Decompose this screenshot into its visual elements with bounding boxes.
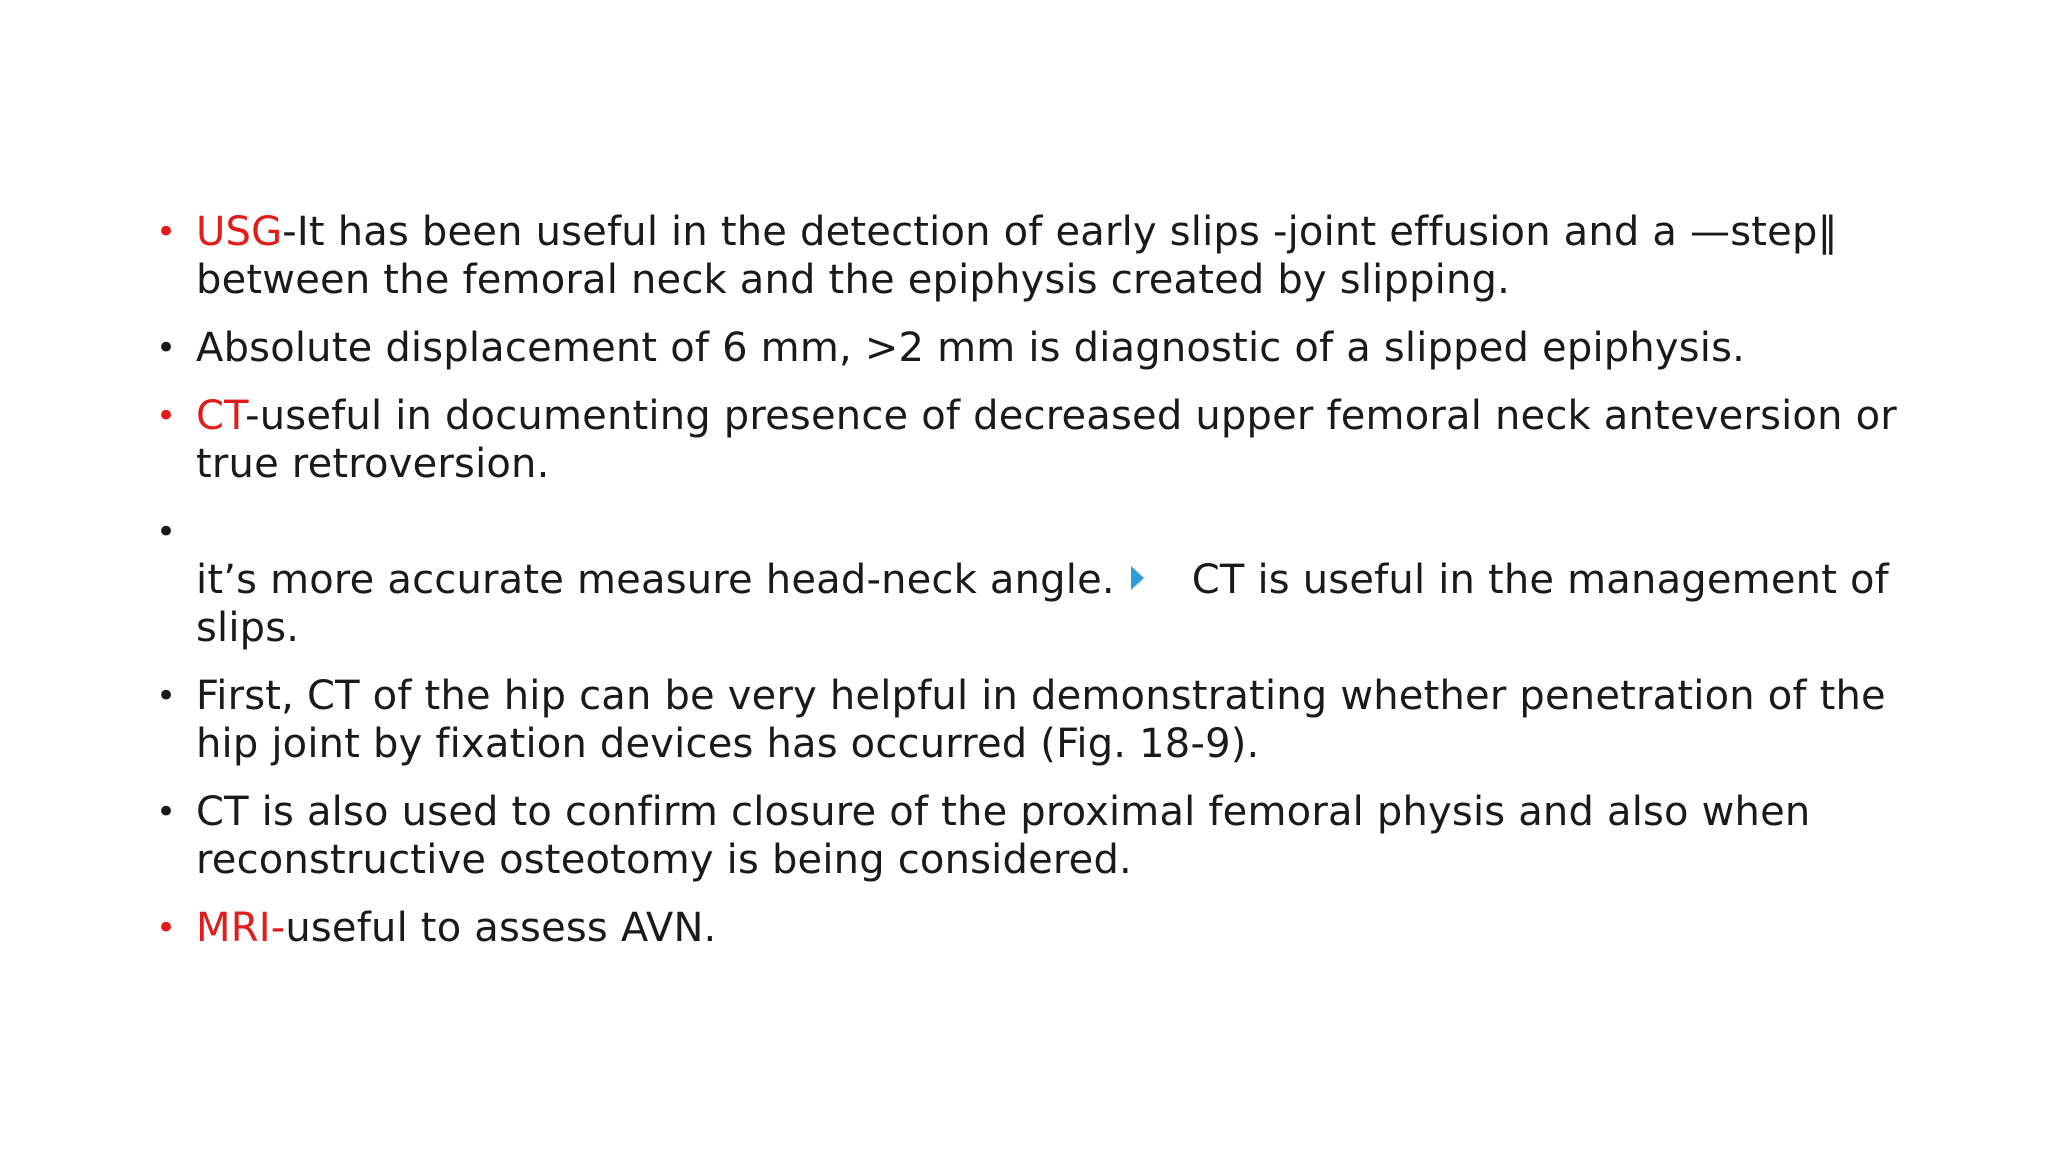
bullet-dot: •	[156, 908, 177, 948]
bullet-text: -It has been useful in the detection of early slips -joint effusion and a —step‖ between the femoral neck and the epiphysis created by slipping.	[196, 209, 1838, 303]
bullet-keyword: MRI-	[196, 905, 286, 951]
bullet-displacement	[150, 324, 1920, 372]
bullet-text-before: it’s more accurate measure head-neck angle.	[196, 557, 1115, 603]
empty-line	[196, 508, 1920, 556]
bullet-text: useful to assess AVN.	[285, 905, 717, 951]
bullet-ct-closure	[150, 788, 1920, 884]
bullet-ct-fixation	[150, 672, 1920, 768]
bullet-usg	[150, 208, 1920, 304]
bullet-text: Absolute displacement of 6 mm, >2 mm is diagnostic of a slipped epiphysis.	[196, 325, 1746, 371]
bullet-mri	[150, 904, 1920, 952]
bullet-dot: •	[156, 396, 177, 436]
bullet-head-neck-angle	[150, 508, 1920, 652]
play-arrow-icon	[1131, 566, 1144, 590]
bullet-dot: •	[156, 512, 177, 552]
bullet-text: First, CT of the hip can be very helpful in demonstrating whether penetration of the hip joint by fixation devices has occurred (Fig. 18-9).	[196, 673, 1886, 767]
bullet-text-after: CT is useful in the management of slips.	[196, 557, 1889, 651]
bullet-keyword: USG	[196, 209, 283, 255]
bullet-keyword: CT	[196, 393, 246, 439]
bullet-dot: •	[156, 676, 177, 716]
bullet-dot: •	[156, 792, 177, 832]
bullet-text: CT is also used to confirm closure of the proximal femoral physis and also when reconstructive osteotomy is being considered.	[196, 789, 1811, 883]
bullet-ct	[150, 392, 1920, 488]
bullet-list	[150, 208, 1920, 972]
bullet-dot: •	[156, 328, 177, 368]
bullet-dot: •	[156, 212, 177, 252]
bullet-text: -useful in documenting presence of decreased upper femoral neck anteversion or true retroversion.	[196, 393, 1897, 487]
